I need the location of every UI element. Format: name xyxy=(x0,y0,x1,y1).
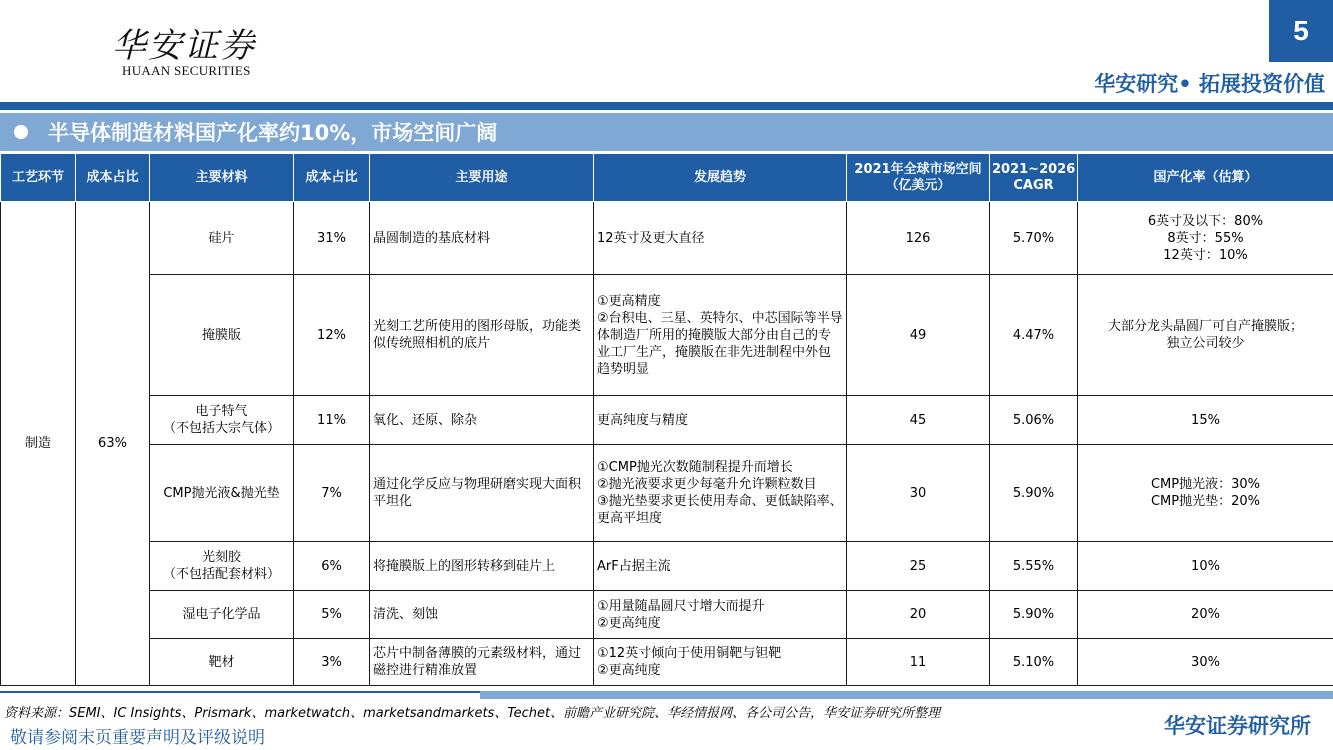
header-cell: 2021年全球市场空间 （亿美元） xyxy=(847,154,990,202)
logo-english: HUAAN SECURITIES xyxy=(122,63,251,78)
use-cell: 氧化、还原、除杂 xyxy=(370,396,594,445)
header-cell: 成本占比 xyxy=(294,154,370,202)
material-cell: 光刻胶 （不包括配套材料） xyxy=(150,542,294,591)
process-share-cell: 63% xyxy=(76,202,150,686)
cagr-cell: 5.06% xyxy=(990,396,1078,445)
material-cell: 湿电子化学品 xyxy=(150,591,294,639)
market-cell: 45 xyxy=(847,396,990,445)
header-divider xyxy=(0,102,1333,110)
material-cell: 电子特气 （不包括大宗气体） xyxy=(150,396,294,445)
material-cell: 掩膜版 xyxy=(150,275,294,396)
use-cell: 晶圆制造的基底材料 xyxy=(370,202,594,275)
header-cell: 工艺环节 xyxy=(1,154,76,202)
share-cell: 5% xyxy=(294,591,370,639)
header-subtitle: 华安研究• 拓展投资价值 xyxy=(1094,72,1325,96)
header-cell: 主要材料 xyxy=(150,154,294,202)
source-note: 资料来源：SEMI、IC Insights、Prismark、marketwatch、marketsandmarkets、Techet、前瞻产业研究院、华经情报网、各公司公告，华安证券研究所整理 xyxy=(4,706,941,721)
table-row xyxy=(1,396,1333,445)
page-number: 5 xyxy=(1269,0,1333,62)
header-cell: 国产化率（估算） xyxy=(1078,154,1333,202)
table-header-row xyxy=(1,154,1333,202)
use-cell: 光刻工艺所使用的图形母版，功能类似传统照相机的底片 xyxy=(370,275,594,396)
material-cell: 靶材 xyxy=(150,639,294,686)
footer-accent-bar xyxy=(480,691,1333,699)
header-cell: 主要用途 xyxy=(370,154,594,202)
table-row xyxy=(1,445,1333,542)
use-cell: 通过化学反应与物理研磨实现大面积平坦化 xyxy=(370,445,594,542)
share-cell: 3% xyxy=(294,639,370,686)
market-cell: 25 xyxy=(847,542,990,591)
table-row xyxy=(1,591,1333,639)
use-cell: 清洗、刻蚀 xyxy=(370,591,594,639)
material-cell: CMP抛光液&抛光垫 xyxy=(150,445,294,542)
trend-cell: ArF占据主流 xyxy=(594,542,847,591)
cagr-cell: 5.55% xyxy=(990,542,1078,591)
logo-chinese: 华安证券 xyxy=(112,26,256,66)
header-cell: 发展趋势 xyxy=(594,154,847,202)
trend-cell: ①更高精度 ②台积电、三星、英特尔、中芯国际等半导体制造厂所用的掩膜版大部分由自己的专业工厂生产，掩膜版在非先进制程中外包趋势明显 xyxy=(594,275,847,396)
materials-table xyxy=(0,153,1333,686)
rate-cell: 6英寸及以下：80% 8英寸：55% 12英寸：10% xyxy=(1078,202,1333,275)
market-cell: 11 xyxy=(847,639,990,686)
trend-cell: ①12英寸倾向于使用铜靶与钽靶 ②更高纯度 xyxy=(594,639,847,686)
rate-cell: 10% xyxy=(1078,542,1333,591)
trend-cell: ①用量随晶圆尺寸增大而提升 ②更高纯度 xyxy=(594,591,847,639)
share-cell: 7% xyxy=(294,445,370,542)
cagr-cell: 5.70% xyxy=(990,202,1078,275)
process-cell: 制造 xyxy=(1,202,76,686)
share-cell: 6% xyxy=(294,542,370,591)
rate-cell: 15% xyxy=(1078,396,1333,445)
footer-brand: 华安证券研究所 xyxy=(1164,714,1311,738)
disclaimer-link[interactable]: 敬请参阅末页重要声明及评级说明 xyxy=(10,728,265,748)
header-cell: 2021~2026 CAGR xyxy=(990,154,1078,202)
cagr-cell: 5.90% xyxy=(990,445,1078,542)
rate-cell: 20% xyxy=(1078,591,1333,639)
share-cell: 31% xyxy=(294,202,370,275)
table-row xyxy=(1,275,1333,396)
rate-cell: 大部分龙头晶圆厂可自产掩膜版； 独立公司较少 xyxy=(1078,275,1333,396)
share-cell: 11% xyxy=(294,396,370,445)
title-band xyxy=(0,113,1333,151)
use-cell: 将掩膜版上的图形转移到硅片上 xyxy=(370,542,594,591)
trend-cell: 更高纯度与精度 xyxy=(594,396,847,445)
table-row xyxy=(1,542,1333,591)
use-cell: 芯片中制备薄膜的元素级材料，通过磁控进行精准放置 xyxy=(370,639,594,686)
table-row xyxy=(1,202,1333,275)
cagr-cell: 4.47% xyxy=(990,275,1078,396)
bullet-icon xyxy=(14,125,28,139)
material-cell: 硅片 xyxy=(150,202,294,275)
market-cell: 126 xyxy=(847,202,990,275)
share-cell: 12% xyxy=(294,275,370,396)
market-cell: 49 xyxy=(847,275,990,396)
rate-cell: 30% xyxy=(1078,639,1333,686)
cagr-cell: 5.90% xyxy=(990,591,1078,639)
cagr-cell: 5.10% xyxy=(990,639,1078,686)
trend-cell: ①CMP抛光次数随制程提升而增长 ②抛光液要求更少每毫升允许颗粒数目 ③抛光垫要求更长使用寿命、更低缺陷率、更高平坦度 xyxy=(594,445,847,542)
market-cell: 20 xyxy=(847,591,990,639)
header-cell: 成本占比 xyxy=(76,154,150,202)
table-row xyxy=(1,639,1333,686)
page-title: 半导体制造材料国产化率约10%，市场空间广阔 xyxy=(48,121,498,145)
rate-cell: CMP抛光液：30% CMP抛光垫：20% xyxy=(1078,445,1333,542)
trend-cell: 12英寸及更大直径 xyxy=(594,202,847,275)
market-cell: 30 xyxy=(847,445,990,542)
